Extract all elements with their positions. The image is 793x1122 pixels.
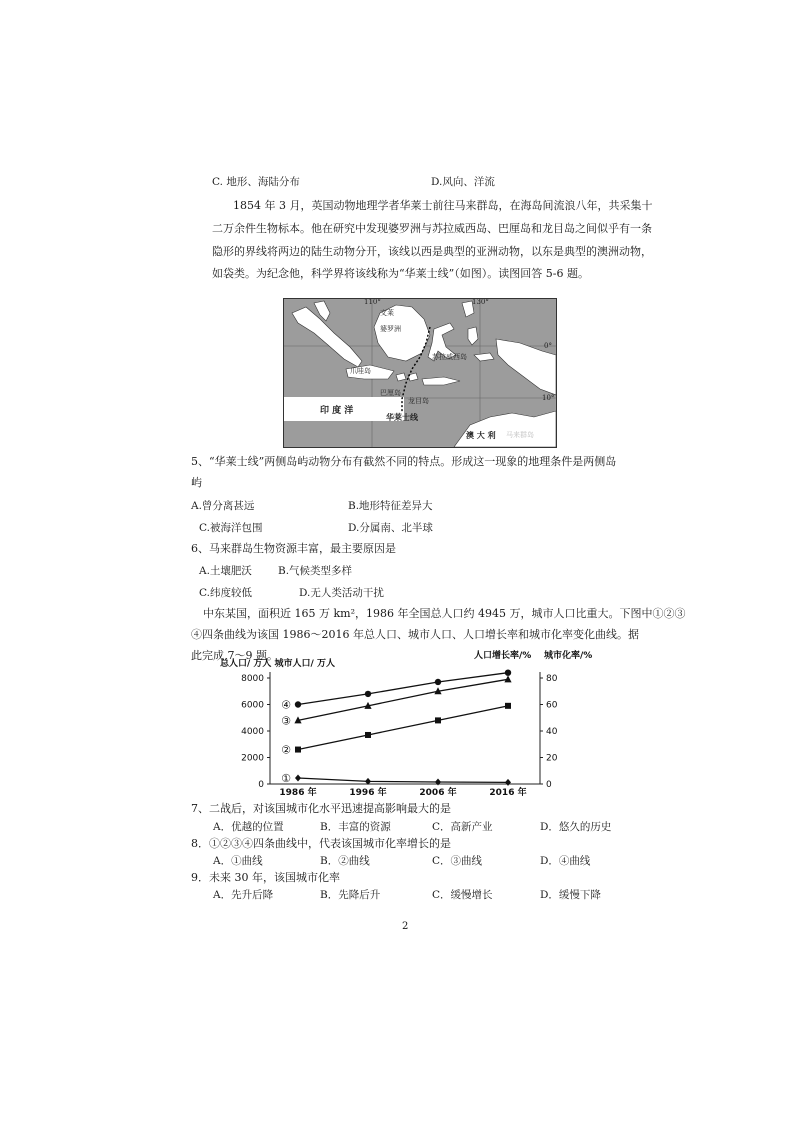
lat-10-label: 10°	[542, 394, 555, 402]
chart-point-square	[295, 747, 301, 753]
label-lombok: 龙目岛	[408, 397, 429, 405]
chart-point-square	[505, 703, 511, 709]
prev-option-d: D.风向、洋流	[431, 176, 495, 188]
q9-stem: 9．未来 30 年，该国城市化率	[191, 871, 340, 884]
q8-stem: 8．①②③④四条曲线中，代表该国城市化率增长的是	[191, 837, 451, 850]
q7-option-d: D．悠久的历史	[540, 821, 612, 833]
label-borneo: 婆罗洲	[380, 325, 401, 333]
chart-point-square	[365, 732, 371, 738]
q9-option-c: C．缓慢增长	[432, 889, 493, 901]
chart-point-diamond	[295, 775, 301, 782]
label-java: 爪哇岛	[350, 367, 371, 375]
label-australia: 澳 大 利	[466, 430, 496, 440]
seram-land	[474, 353, 494, 361]
q6-stem: 6、马来群岛生物资源丰富，最主要原因是	[191, 542, 396, 555]
label-wallace-line: 华莱士线	[386, 412, 418, 422]
page-number: 2	[402, 921, 409, 932]
chart-x-tick-label: 1996 年	[349, 788, 387, 798]
lat-0-label: 0°	[544, 342, 552, 350]
australia-land	[454, 411, 556, 447]
q8-option-b: B．②曲线	[320, 855, 370, 867]
label-indian-ocean: 印 度 洋	[320, 406, 354, 416]
population-chart	[218, 646, 618, 801]
chart-series-label-4: ④	[281, 698, 291, 712]
passage1-line-1: 1854 年 3 月，英国动物地理学者华莱士前往马来群岛，在海岛间流浪八年，共采集十	[233, 199, 653, 212]
q7-option-c: C．高新产业	[432, 821, 493, 833]
bali-land	[396, 373, 406, 381]
chart-left-tick-label: 0	[258, 780, 264, 790]
label-brunei: 文莱	[380, 309, 394, 317]
chart-right-tick-label: 0	[546, 780, 552, 790]
q8-option-d: D．④曲线	[540, 855, 591, 867]
q7-stem: 7、二战后，对该国城市化水平迅速提高影响最大的是	[191, 802, 451, 815]
q9-option-a: A．先升后降	[213, 889, 274, 901]
q5-stem-line-2: 屿	[191, 476, 202, 489]
lon-110-label: 110°	[364, 298, 381, 306]
q5-option-c: C.被海洋包围	[199, 522, 263, 534]
chart-series-line-4	[298, 673, 508, 705]
chart-series-label-3: ③	[281, 714, 291, 728]
chart-point-triangle	[504, 675, 511, 682]
q9-option-d: D．缓慢下降	[540, 889, 601, 901]
chart-point-square	[435, 717, 441, 723]
chart-right-tick-label: 40	[546, 727, 558, 737]
passage2-line-2: ④四条曲线为该国 1986～2016 年总人口、城市人口、人口增长率和城市化率变化曲线。据	[191, 628, 639, 641]
lon-130-label: 130°	[472, 298, 489, 306]
q7-option-b: B．丰富的资源	[320, 821, 391, 833]
q9-option-b: B．先降后升	[320, 889, 381, 901]
chart-x-tick-label: 2016 年	[489, 788, 527, 798]
chart-right-tick-label: 60	[546, 700, 558, 711]
q5-stem-line-1: 5、“华莱士线”两侧岛屿动物分布有截然不同的特点。形成这一现象的地理条件是两侧岛	[191, 455, 617, 468]
chart-right-tick-label: 80	[546, 674, 558, 684]
chart-right-tick-label: 20	[546, 753, 558, 764]
label-sulawesi: 苏拉威西岛	[432, 353, 467, 361]
passage1-line-2: 二万余件生物标本。他在研究中发现婆罗洲与苏拉威西岛、巴厘岛和龙目岛之间似乎有一条	[212, 222, 652, 235]
chart-series-line-1	[298, 778, 508, 782]
label-bali: 巴厘岛	[380, 389, 401, 397]
label-malay-archipelago: 马来群岛	[506, 431, 534, 439]
prev-option-c: C. 地形、海陆分布	[212, 176, 300, 188]
map-drawing	[284, 299, 556, 447]
population-chart-svg	[218, 646, 618, 801]
chart-point-circle	[365, 691, 371, 697]
passage2-line-3: 此完成 7～9 题。	[191, 649, 278, 662]
q8-option-c: C．③曲线	[432, 855, 483, 867]
chart-point-circle	[505, 670, 511, 676]
chart-series-label-2: ②	[281, 743, 291, 757]
chart-left-tick-label: 6000	[241, 700, 264, 711]
chart-left-tick-label: 8000	[241, 674, 264, 684]
chart-left-tick-label: 4000	[241, 727, 264, 737]
wallace-line-map	[283, 298, 557, 448]
passage1-line-3: 隐形的界线将两边的陆生动物分开，该线以西是典型的亚洲动物，以东是典型的澳洲动物，	[212, 245, 652, 258]
passage1-line-4: 如袋类。为纪念他，科学界将该线称为“华莱士线”（如图）。读图回答 5-6 题。	[212, 267, 589, 280]
chart-right-axis-title-2: 城市化率/%	[544, 651, 593, 661]
chart-x-tick-label: 2006 年	[419, 788, 457, 798]
chart-x-tick-label: 1986 年	[279, 788, 317, 798]
chart-point-circle	[295, 701, 301, 707]
chart-right-axis-title-1: 人口增长率/%	[474, 651, 532, 661]
chart-left-tick-label: 2000	[241, 753, 264, 764]
chart-point-diamond	[505, 779, 511, 786]
q6-option-c: C.纬度较低	[199, 587, 252, 599]
chart-series-line-2	[298, 706, 508, 750]
halmahera-land	[468, 327, 478, 345]
q5-option-a: A.曾分离甚远	[191, 500, 255, 512]
q6-option-d: D.无人类活动干扰	[299, 587, 384, 599]
passage2-line-1: 中东某国，面积近 165 万 km²，1986 年全国总人口约 4945 万，城市人口比重大。下图中①②③	[203, 607, 686, 620]
q6-option-a: A.土壤肥沃	[199, 565, 252, 577]
lombok-land	[408, 373, 418, 381]
nusa-tenggara-land	[422, 377, 460, 385]
q5-option-d: D.分属南、北半球	[348, 522, 433, 534]
q5-option-b: B.地形特征差异大	[348, 500, 433, 512]
q7-option-a: A．优越的位置	[213, 821, 284, 833]
chart-series-label-1: ①	[281, 772, 291, 786]
q6-option-b: B.气候类型多样	[278, 565, 353, 577]
q8-option-a: A．①曲线	[213, 855, 263, 867]
chart-point-circle	[435, 679, 441, 685]
chart-left-axis-title: 总人口/ 万人 城市人口/ 万人	[220, 659, 335, 669]
